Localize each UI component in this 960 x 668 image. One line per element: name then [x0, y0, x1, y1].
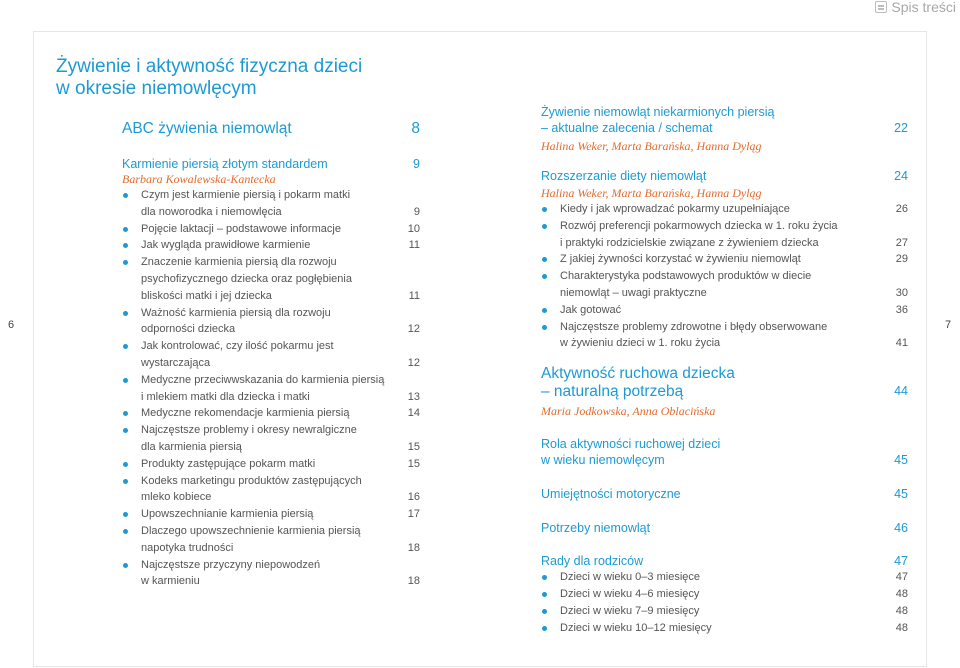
- toc-entry[interactable]: [122, 271, 420, 288]
- toc-entry-text: Jak gotować: [541, 302, 621, 319]
- toc-section-formula-feeding[interactable]: [541, 104, 908, 136]
- toc-entry-page: 29: [895, 253, 908, 266]
- toc-icon: [875, 1, 887, 13]
- toc-entry-text-continued: niemowląt – uwagi praktyczne: [560, 286, 707, 299]
- toc-entry[interactable]: [122, 372, 420, 389]
- section-page: 22: [894, 121, 908, 135]
- toc-entry[interactable]: [541, 620, 908, 637]
- toc-entry[interactable]: [122, 439, 420, 456]
- toc-entry[interactable]: [122, 557, 420, 574]
- toc-entry-text-continued: dla noworodka i niemowlęcia: [141, 205, 282, 218]
- toc-entry-page: 11: [408, 239, 420, 252]
- toc-entry-page: [412, 187, 420, 204]
- section-page: 24: [894, 169, 908, 183]
- toc-entry[interactable]: [122, 489, 420, 506]
- section-page: 9: [413, 157, 420, 171]
- toc-entry[interactable]: [122, 473, 420, 490]
- toc-entry-page: [412, 338, 420, 355]
- section-title: Rozszerzanie diety niemowląt: [541, 169, 707, 183]
- toc-section-infant-needs[interactable]: [541, 520, 908, 536]
- toc-link[interactable]: [875, 0, 956, 15]
- toc-entry-page: 14: [407, 407, 420, 420]
- toc-entry-page: 27: [895, 236, 908, 249]
- toc-entry-page: 9: [413, 205, 420, 218]
- toc-entry-page: 15: [407, 440, 420, 453]
- toc-entry[interactable]: [541, 235, 908, 252]
- toc-entry-page: [900, 218, 908, 235]
- section-title: Rady dla rodziców: [541, 554, 644, 569]
- section-title-line1: Rola aktywności ruchowej dzieci: [541, 437, 721, 452]
- toc-section-role-of-activity[interactable]: [541, 436, 908, 468]
- toc-section-physical-activity[interactable]: [541, 365, 908, 401]
- toc-entry[interactable]: [122, 288, 420, 305]
- page-title-line2: w okresie niemowlęcym: [56, 78, 257, 99]
- toc-entry-text: Dzieci w wieku 10–12 miesięcy: [541, 620, 712, 637]
- toc-entry-page: 15: [407, 457, 420, 470]
- section-title: ABC żywienia niemowląt: [122, 120, 292, 137]
- toc-entry[interactable]: [122, 573, 420, 590]
- toc-entry[interactable]: [541, 218, 908, 235]
- toc-entry-page: 16: [407, 491, 420, 504]
- toc-entry-text-continued: odporności dziecka: [141, 323, 236, 336]
- toc-entry-page: [412, 473, 420, 490]
- toc-entry-text-continued: bliskości matki i jej dziecka: [141, 289, 272, 302]
- toc-entry-text: Medyczne przeciwwskazania do karmienia piersią: [122, 372, 384, 389]
- toc-entry[interactable]: [541, 603, 908, 620]
- toc-item-list: [541, 569, 908, 636]
- section-page: 45: [894, 453, 908, 468]
- section-author: Halina Weker, Marta Barańska, Hanna Dyląg: [541, 186, 762, 200]
- toc-entry-page: 17: [407, 508, 420, 521]
- toc-label: Spis treści: [891, 0, 956, 15]
- toc-entry-page: 26: [895, 203, 908, 215]
- toc-entry-text-continued: wystarczająca: [141, 356, 211, 369]
- toc-entry[interactable]: [122, 305, 420, 322]
- toc-entry-page: 13: [407, 390, 420, 403]
- toc-entry-text-continued: w żywieniu dzieci w 1. roku życia: [560, 337, 721, 350]
- top-bar: [0, 0, 960, 16]
- toc-item-list: [122, 187, 420, 590]
- toc-entry-page: 11: [408, 289, 420, 302]
- section-title: Umiejętności motoryczne: [541, 487, 681, 502]
- toc-entry-text: Jak wygląda prawidłowe karmienie: [122, 237, 310, 254]
- toc-right-column: [541, 104, 908, 636]
- toc-entry-page: 10: [407, 222, 420, 235]
- toc-entry-page: [412, 305, 420, 322]
- toc-entry-page: 48: [895, 621, 908, 634]
- toc-entry-text: Najczęstsze problemy i okresy newralgiczne: [122, 422, 357, 439]
- toc-entry-text: Dlaczego upowszechnienie karmienia piersią: [122, 523, 361, 540]
- toc-entry-text: Medyczne rekomendacje karmienia piersią: [122, 405, 349, 422]
- toc-entry[interactable]: [541, 569, 908, 586]
- toc-entry-text-continued: psychofizycznego dziecka oraz pogłębienia: [141, 272, 352, 285]
- page-number-left: 6: [8, 319, 15, 331]
- section-page: 45: [894, 487, 908, 502]
- page-number-right: 7: [945, 319, 952, 331]
- toc-entry-page: [900, 319, 908, 336]
- toc-entry-text-continued: dla karmienia piersią: [141, 440, 242, 453]
- section-title: Potrzeby niemowląt: [541, 521, 651, 536]
- toc-entry[interactable]: [122, 321, 420, 338]
- toc-entry[interactable]: [122, 254, 420, 271]
- toc-entry-page: [412, 372, 420, 389]
- toc-entry-page: 30: [895, 286, 908, 299]
- toc-entry[interactable]: [122, 221, 420, 238]
- toc-entry-page: [412, 557, 420, 574]
- section-title-line2: – aktualne zalecenia / schemat: [541, 121, 713, 135]
- toc-entry-text: Produkty zastępujące pokarm matki: [122, 456, 315, 473]
- toc-entry[interactable]: [122, 405, 420, 422]
- section-page: 47: [894, 554, 908, 569]
- toc-entry[interactable]: [541, 201, 908, 218]
- toc-entry[interactable]: [541, 285, 908, 302]
- toc-entry[interactable]: [541, 251, 908, 268]
- toc-entry-text: Ważność karmienia piersią dla rozwoju: [122, 305, 331, 322]
- toc-entry[interactable]: [122, 204, 420, 221]
- toc-entry[interactable]: [122, 422, 420, 439]
- toc-left-column: [122, 120, 420, 590]
- toc-section-abc[interactable]: [122, 120, 420, 138]
- toc-entry-text-continued: mleko kobiece: [141, 491, 212, 504]
- toc-entry[interactable]: [122, 237, 420, 254]
- toc-entry[interactable]: [541, 335, 908, 352]
- toc-entry-page: [900, 268, 908, 285]
- toc-entry-text: Dzieci w wieku 4–6 miesięcy: [541, 586, 699, 603]
- toc-entry[interactable]: [122, 389, 420, 406]
- toc-entry-text: Upowszechnianie karmienia piersią: [122, 506, 313, 523]
- toc-entry-text: Dzieci w wieku 7–9 miesięcy: [541, 603, 699, 620]
- toc-item-list: [541, 201, 908, 352]
- toc-entry-text-continued: i praktyki rodzicielskie związane z żywieniem dziecka: [560, 236, 819, 249]
- section-page: 46: [894, 521, 908, 536]
- toc-entry-text: Z jakiej żywności korzystać w żywieniu niemowląt: [541, 251, 801, 268]
- toc-entry[interactable]: [122, 355, 420, 372]
- toc-entry-text: Pojęcie laktacji – podstawowe informacje: [122, 221, 341, 238]
- toc-entry-page: [412, 523, 420, 540]
- toc-entry[interactable]: [122, 187, 420, 204]
- section-page: 44: [894, 384, 908, 399]
- toc-section-breastfeeding[interactable]: [122, 156, 420, 172]
- toc-entry-page: 47: [895, 571, 908, 584]
- toc-entry[interactable]: [122, 523, 420, 540]
- toc-entry-text: Kodeks marketingu produktów zastępujących: [122, 473, 362, 490]
- toc-entry[interactable]: [122, 456, 420, 473]
- toc-entry[interactable]: [122, 506, 420, 523]
- toc-section-diet-expansion[interactable]: [541, 168, 908, 184]
- toc-entry[interactable]: [541, 268, 908, 285]
- toc-entry-text: Jak kontrolować, czy ilość pokarmu jest: [122, 338, 334, 355]
- toc-entry-text: Najczęstsze przyczyny niepowodzeń: [122, 557, 320, 574]
- toc-entry-text: Dzieci w wieku 0–3 miesięce: [541, 569, 700, 586]
- toc-entry-page: 18: [407, 575, 420, 588]
- toc-entry-text-continued: i mlekiem matki dla dziecka i matki: [141, 390, 310, 403]
- toc-section-motor-skills[interactable]: [541, 486, 908, 502]
- toc-entry-text: Rozwój preferencji pokarmowych dziecka w 1. roku życia: [541, 218, 838, 235]
- toc-entry-text: Znaczenie karmienia piersią dla rozwoju: [122, 254, 337, 271]
- toc-entry-page: 48: [895, 604, 908, 617]
- section-page: 8: [411, 120, 420, 137]
- toc-entry-page: [412, 254, 420, 271]
- section-author: Maria Jodkowska, Anna Oblacińska: [541, 404, 716, 419]
- toc-entry-page: 36: [895, 303, 908, 316]
- section-title: Karmienie piersią złotym standardem: [122, 157, 328, 171]
- toc-entry[interactable]: [122, 338, 420, 355]
- toc-entry[interactable]: [122, 540, 420, 557]
- section-title-line1: Żywienie niemowląt niekarmionych piersią: [541, 105, 775, 119]
- toc-entry[interactable]: [541, 302, 908, 319]
- section-author: Barbara Kowalewska-Kantecka: [122, 172, 276, 186]
- section-title-line2: w wieku niemowlęcym: [541, 453, 665, 468]
- toc-entry-text: Czym jest karmienie piersią i pokarm matki: [122, 187, 350, 204]
- page-title-line1: Żywienie i aktywność fizyczna dzieci: [56, 56, 363, 77]
- section-author: Halina Weker, Marta Barańska, Hanna Dyląg: [541, 139, 762, 153]
- toc-entry-text: Charakterystyka podstawowych produktów w diecie: [541, 268, 811, 285]
- toc-entry-text: Najczęstsze problemy zdrowotne i błędy obserwowane: [541, 319, 827, 336]
- toc-entry-text-continued: napotyka trudności: [141, 541, 234, 554]
- section-title-line2: – naturalną potrzebą: [541, 383, 684, 401]
- toc-entry-page: 41: [895, 337, 908, 350]
- toc-entry[interactable]: [541, 586, 908, 603]
- toc-entry-text-continued: w karmieniu: [141, 575, 200, 588]
- toc-entry-page: 12: [407, 356, 420, 369]
- page-title: [56, 56, 362, 100]
- toc-entry-text: Kiedy i jak wprowadzać pokarmy uzupełniające: [541, 201, 790, 218]
- toc-entry[interactable]: [541, 319, 908, 336]
- toc-entry-page: [412, 271, 420, 288]
- toc-entry-page: [412, 422, 420, 439]
- section-title-line1: Aktywność ruchowa dziecka: [541, 365, 735, 383]
- toc-entry-page: 12: [407, 323, 420, 336]
- toc-entry-page: 48: [895, 587, 908, 600]
- toc-entry-page: 18: [407, 541, 420, 554]
- toc-section-parent-tips[interactable]: [541, 553, 908, 569]
